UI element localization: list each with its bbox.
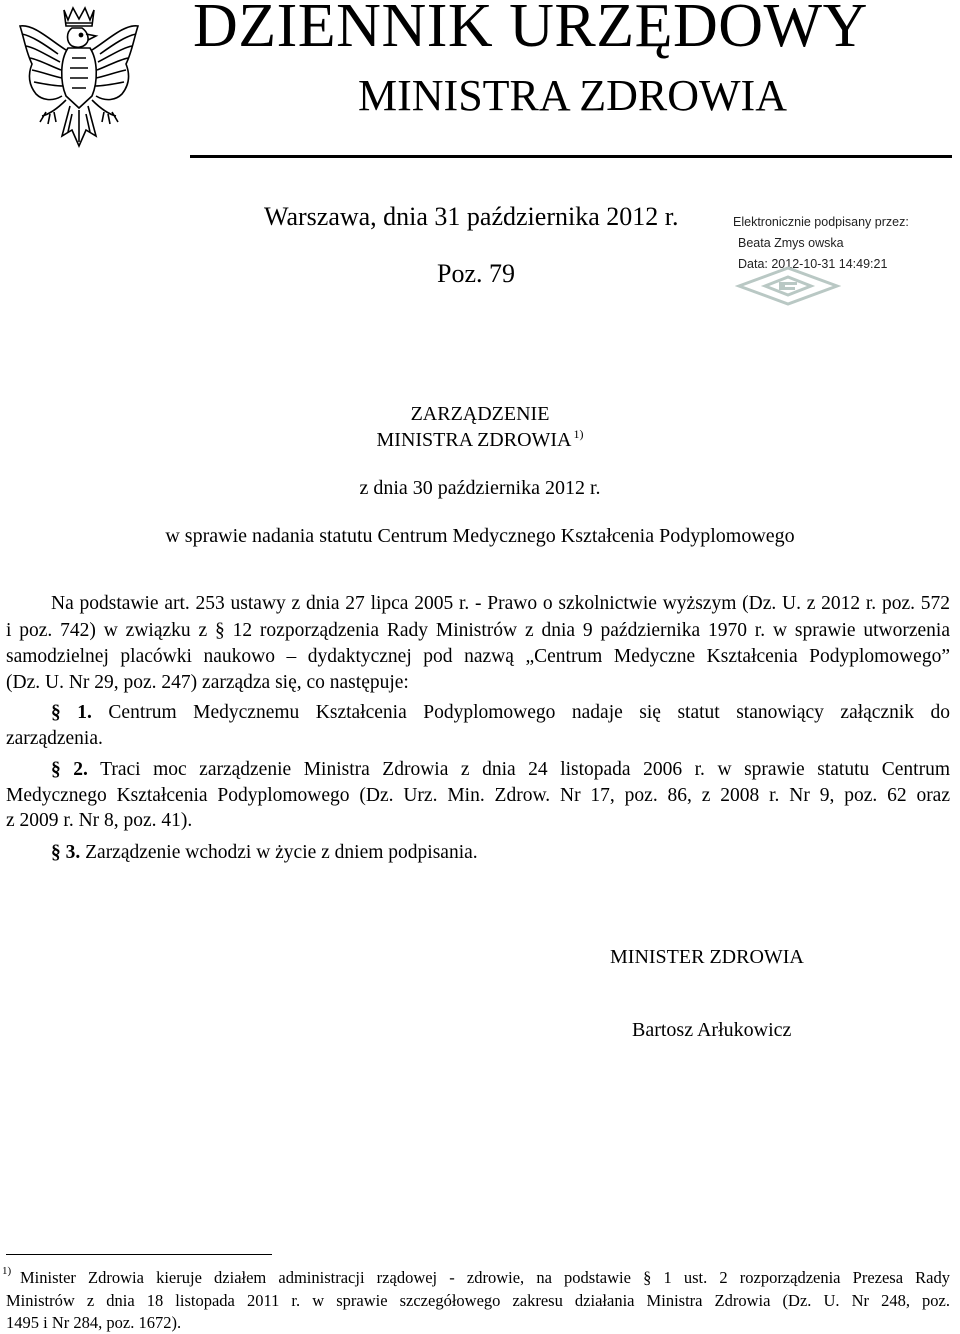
section-2-text: Traci moc zarządzenie Ministra Zdrowia z dnia 24 listopada 2006 r. w sprawie statutu Centrum <box>100 759 951 780</box>
e-signature-logo-icon <box>735 266 841 306</box>
signer-name: Bartosz Arłukowicz <box>632 1019 792 1041</box>
act-issuer-text: MINISTRA ZDROWIA <box>376 429 572 451</box>
header-divider <box>190 155 952 158</box>
section-3-text: Zarządzenie wchodzi w życie z dniem podpisania. <box>85 842 478 863</box>
polish-eagle-emblem-icon <box>6 4 152 154</box>
section-2-continuation: Medycznego Kształcenia Podyplomowego (Dz. Urz. Min. Zdrow. Nr 17, poz. 86, z 2008 r. Nr 9, poz. 62 oraz <box>6 785 950 806</box>
footnote-text: Minister Zdrowia kieruje działem administracji rządowej - zdrowie, na podstawie § 1 ust. 2 rozporządzenia Prezesa Rady <box>20 1268 950 1287</box>
section-3 <box>6 840 950 867</box>
signature-caption: Elektronicznie podpisany przez: <box>733 215 909 229</box>
act-issuer-heading <box>0 427 960 452</box>
journal-title: DZIENNIK URZĘDOWY <box>193 0 868 60</box>
footnote-mark: 1) <box>2 1265 12 1277</box>
footnote-continuation: Ministrów z dnia 18 listopada 2011 r. w sprawie szczegółowego zakresu działania Ministra Zdrowia (Dz. U. Nr 248, poz. <box>6 1291 950 1310</box>
section-1 <box>6 700 950 727</box>
electronic-signature-block <box>733 212 933 275</box>
preamble-line: (Dz. U. Nr 29, poz. 247) zarządza się, co następuje: <box>6 672 409 693</box>
act-date: z dnia 30 października 2012 r. <box>359 477 601 499</box>
preamble-line: i poz. 742) w związku z § 12 rozporządzenia Rady Ministrów z dnia 9 października 1970 r. w sprawie utworzenia <box>6 620 950 641</box>
place-and-date: Warszawa, dnia 31 października 2012 r. <box>264 202 679 231</box>
section-1-continuation: zarządzenia. <box>6 728 103 749</box>
section-2 <box>6 757 950 784</box>
section-2-continuation: z 2009 r. Nr 8, poz. 41). <box>6 810 193 831</box>
act-subject: w sprawie nadania statutu Centrum Medycznego Kształcenia Podyplomowego <box>165 525 795 547</box>
preamble-line <box>6 591 950 618</box>
section-1-text: Centrum Medycznemu Kształcenia Podyplomowego nadaje się statut stanowiący załącznik do <box>108 702 951 723</box>
signature-date: Data: 2012-10-31 14:49:21 <box>738 257 888 271</box>
signer-title: MINISTER ZDROWIA <box>610 946 804 968</box>
section-1-label: § 1. <box>51 702 92 723</box>
footnote <box>2 1265 950 1289</box>
journal-subtitle: MINISTRA ZDROWIA <box>358 71 787 120</box>
footnote-divider <box>6 1254 272 1255</box>
footnote-reference: 1) <box>573 427 584 441</box>
position-number: Poz. 79 <box>437 259 515 288</box>
preamble-text: Na podstawie art. 253 ustawy z dnia 27 lipca 2005 r. - Prawo o szkolnictwie wyższym (Dz. U. z 2012 r. poz. 572 <box>51 593 950 614</box>
preamble-line: samodzielnej placówki naukowo – dydaktycznej pod nazwą „Centrum Medyczne Kształcenia Podyplomowego” <box>6 646 950 667</box>
section-3-label: § 3. <box>51 842 81 863</box>
section-2-label: § 2. <box>51 759 88 780</box>
footnote-continuation: 1495 i Nr 284, poz. 1672). <box>6 1313 182 1332</box>
signature-signer: Beata Zmys owska <box>738 236 844 250</box>
act-type-heading: ZARZĄDZENIE <box>410 403 550 425</box>
